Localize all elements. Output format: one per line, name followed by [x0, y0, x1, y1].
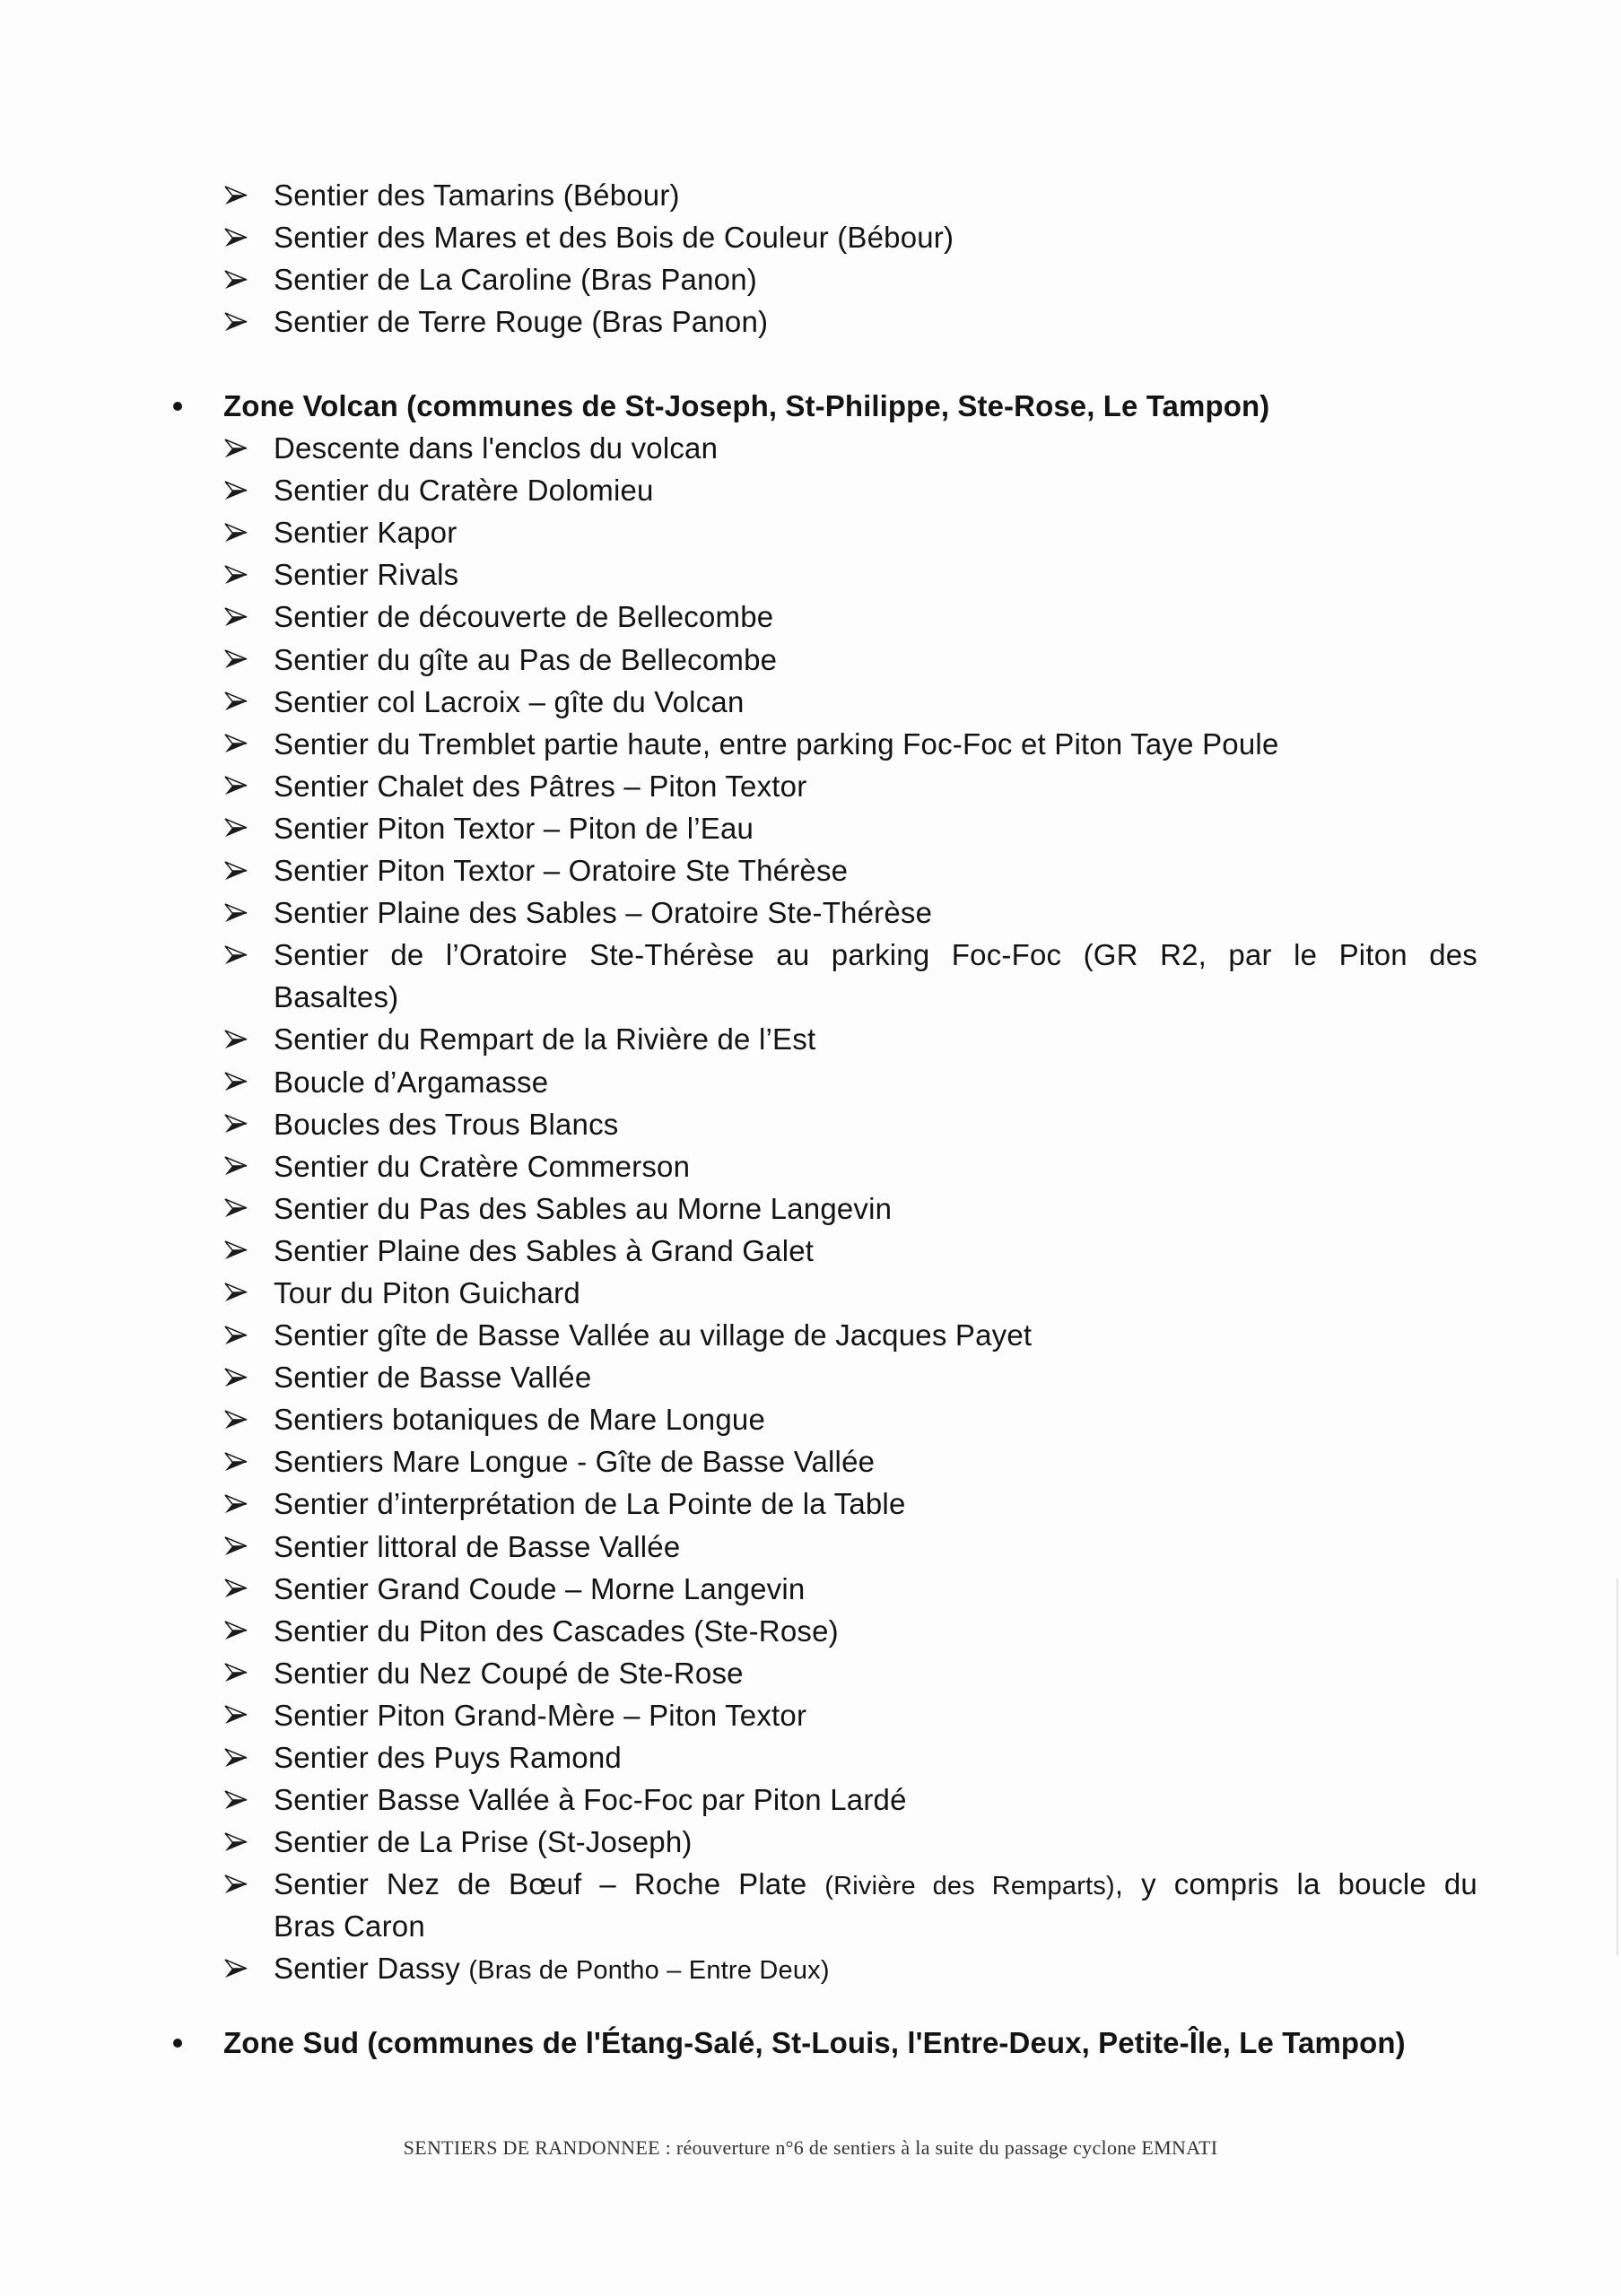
section-heading-text: Zone Volcan (communes de St-Joseph, St-Philippe, Ste-Rose, Le Tampon) [223, 389, 1270, 422]
arrow-bullet-icon [224, 300, 251, 343]
list-item-text: Sentiers botaniques de Mare Longue [274, 1403, 766, 1437]
list-item [0, 1272, 1621, 1314]
list-item [0, 1356, 1621, 1398]
list-item [0, 216, 1621, 258]
list-item-text: Sentier du Nez Coupé de Ste-Rose [274, 1656, 744, 1690]
arrow-bullet-icon [224, 553, 251, 596]
list-item-text: Sentier Chalet des Pâtres – Piton Textor [274, 769, 807, 803]
list-item-text: Sentier des Puys Ramond [274, 1741, 622, 1774]
arrow-bullet-icon [224, 216, 251, 258]
list-item [0, 1652, 1621, 1694]
zone-sud-section [0, 2022, 1621, 2064]
continued-list [0, 174, 1621, 343]
list-item-text: Sentier littoral de Basse Vallée [274, 1529, 681, 1563]
list-item [0, 553, 1621, 596]
arrow-bullet-icon [224, 1103, 251, 1145]
arrow-bullet-icon [224, 1568, 251, 1610]
list-item [0, 427, 1621, 469]
arrow-bullet-icon [224, 1145, 251, 1187]
arrow-bullet-icon [224, 1440, 251, 1483]
arrow-bullet-icon [224, 1230, 251, 1272]
arrow-bullet-icon [224, 427, 251, 469]
list-item-continuation [0, 976, 1621, 1018]
list-item-text: Sentier du Pas des Sables au Morne Langevin [274, 1191, 893, 1225]
list-item-text: Sentier Plaine des Sables – Oratoire Ste-Thérèse [274, 896, 933, 930]
list-item-text: Sentier Basse Vallée à Foc-Foc par Piton Lardé [274, 1783, 907, 1817]
list-item-text: Sentier Grand Coude – Morne Langevin [274, 1571, 806, 1605]
list-item-text: Sentier du Tremblet partie haute, entre parking Foc-Foc et Piton Taye Poule [274, 726, 1279, 761]
list-item-text: Sentier de La Caroline (Bras Panon) [274, 263, 757, 297]
section-heading-text: Zone Sud (communes de l'Étang-Salé, St-Louis, l'Entre-Deux, Petite-Île, Le Tampon) [223, 2026, 1406, 2059]
arrow-bullet-icon [224, 258, 251, 300]
list-item [0, 1779, 1621, 1821]
list-item [0, 1398, 1621, 1440]
list-item-text: Descente dans l'enclos du volcan [274, 431, 719, 465]
list-item-text: Sentier Plaine des Sables à Grand Galet [274, 1233, 815, 1267]
arrow-bullet-icon [224, 1061, 251, 1103]
list-item-text: Sentier gîte de Basse Vallée au village de Jacques Payet [274, 1318, 1033, 1352]
list-item [0, 1187, 1621, 1230]
list-item-text: Basaltes) [274, 980, 399, 1014]
arrow-bullet-icon [224, 1314, 251, 1356]
arrow-bullet-icon [224, 1694, 251, 1736]
list-item [0, 300, 1621, 343]
arrow-bullet-icon [224, 1272, 251, 1314]
arrow-bullet-icon [224, 934, 251, 976]
list-item [0, 1145, 1621, 1187]
list-item-text: Sentier du Piton des Cascades (Ste-Rose) [274, 1613, 839, 1648]
arrow-bullet-icon [224, 1736, 251, 1779]
list-item [0, 1314, 1621, 1356]
list-item-text: Sentier Nez de Bœuf – Roche Plate (Rivière des Remparts), y compris la boucle du [274, 1867, 1477, 1901]
list-item-text: Sentier des Tamarins (Bébour) [274, 178, 680, 212]
list-item [0, 934, 1621, 976]
list-item [0, 258, 1621, 300]
list-item-text: Sentier Piton Grand-Mère – Piton Textor [274, 1698, 807, 1732]
list-item [0, 174, 1621, 216]
list-item-text: Sentier d’interprétation de La Pointe de la Table [274, 1487, 906, 1521]
list-item [0, 469, 1621, 511]
section-heading [0, 2022, 1621, 2064]
list-item [0, 1821, 1621, 1863]
list-item-text: Sentier de Basse Vallée [274, 1361, 592, 1395]
list-item-text: Sentier col Lacroix – gîte du Volcan [274, 684, 745, 718]
list-item-text: Sentier des Mares et des Bois de Couleur (Bébour) [274, 221, 954, 255]
list-item-text: Tour du Piton Guichard [274, 1275, 580, 1309]
list-item-text: Sentier Piton Textor – Piton de l’Eau [274, 811, 754, 845]
list-item [0, 1694, 1621, 1736]
list-item [0, 1863, 1621, 1905]
round-bullet-icon [173, 402, 182, 411]
zone-volcan-list [0, 427, 1621, 1863]
arrow-bullet-icon [224, 1483, 251, 1525]
list-item [0, 639, 1621, 681]
arrow-bullet-icon [224, 174, 251, 216]
arrow-bullet-icon [224, 723, 251, 765]
list-item [0, 849, 1621, 891]
arrow-bullet-icon [224, 1187, 251, 1230]
list-item-text: Sentier de l’Oratoire Ste-Thérèse au parking Foc-Foc (GR R2, par le Piton des [274, 938, 1477, 972]
arrow-bullet-icon [224, 1610, 251, 1652]
list-item-text: Sentier du gîte au Pas de Bellecombe [274, 642, 778, 676]
arrow-bullet-icon [224, 765, 251, 807]
list-item [0, 1440, 1621, 1483]
arrow-bullet-icon [224, 891, 251, 934]
arrow-bullet-icon [224, 639, 251, 681]
arrow-bullet-icon [224, 511, 251, 553]
arrow-bullet-icon [224, 1356, 251, 1398]
arrow-bullet-icon [224, 1779, 251, 1821]
zone-volcan-section [0, 385, 1621, 1990]
list-item [0, 1736, 1621, 1779]
arrow-bullet-icon [224, 1526, 251, 1568]
list-item [0, 1610, 1621, 1652]
list-item [0, 1103, 1621, 1145]
list-item [0, 1230, 1621, 1272]
arrow-bullet-icon [224, 1863, 251, 1905]
arrow-bullet-icon [224, 681, 251, 723]
list-item [0, 511, 1621, 553]
list-item-text: Sentier du Cratère Dolomieu [274, 474, 654, 508]
list-item-text: Boucle d’Argamasse [274, 1065, 549, 1099]
list-item-text: Sentier Piton Textor – Oratoire Ste Thérèse [274, 854, 849, 888]
list-item-text: Sentier Kapor [274, 516, 458, 550]
list-item-text: Sentier Dassy (Bras de Pontho – Entre Deux) [274, 1952, 830, 1986]
page-footer: SENTIERS DE RANDONNEE : réouverture n°6 de sentiers à la suite du passage cyclone EMNATI [403, 2136, 1218, 2159]
arrow-bullet-icon [224, 1398, 251, 1440]
round-bullet-icon [173, 2039, 182, 2048]
list-item-text: Bras Caron [274, 1909, 425, 1944]
list-item-text: Sentier Rivals [274, 558, 459, 592]
list-item-text: Sentier du Rempart de la Rivière de l’Est [274, 1022, 816, 1057]
arrow-bullet-icon [224, 1821, 251, 1863]
list-item [0, 681, 1621, 723]
list-item [0, 765, 1621, 807]
arrow-bullet-icon [224, 849, 251, 891]
list-item [0, 1483, 1621, 1525]
list-item [0, 596, 1621, 638]
list-item [0, 1061, 1621, 1103]
arrow-bullet-icon [224, 469, 251, 511]
list-item [0, 891, 1621, 934]
list-item [0, 1947, 1621, 1989]
list-item-text: Sentier de découverte de Bellecombe [274, 600, 774, 634]
list-item-continuation [0, 1905, 1621, 1947]
arrow-bullet-icon [224, 807, 251, 849]
arrow-bullet-icon [224, 1947, 251, 1989]
list-item-text: Boucles des Trous Blancs [274, 1107, 619, 1141]
section-heading [0, 385, 1621, 427]
arrow-bullet-icon [224, 1652, 251, 1694]
list-item [0, 807, 1621, 849]
list-item-text: Sentier du Cratère Commerson [274, 1149, 691, 1183]
list-item-text: Sentier de Terre Rouge (Bras Panon) [274, 305, 769, 339]
list-item-text: Sentier de La Prise (St-Joseph) [274, 1825, 693, 1859]
list-item-text: Sentiers Mare Longue - Gîte de Basse Vallée [274, 1445, 876, 1479]
arrow-bullet-icon [224, 596, 251, 638]
list-item [0, 1018, 1621, 1060]
list-item [0, 1526, 1621, 1568]
list-item [0, 1568, 1621, 1610]
arrow-bullet-icon [224, 1018, 251, 1060]
list-item [0, 723, 1621, 765]
